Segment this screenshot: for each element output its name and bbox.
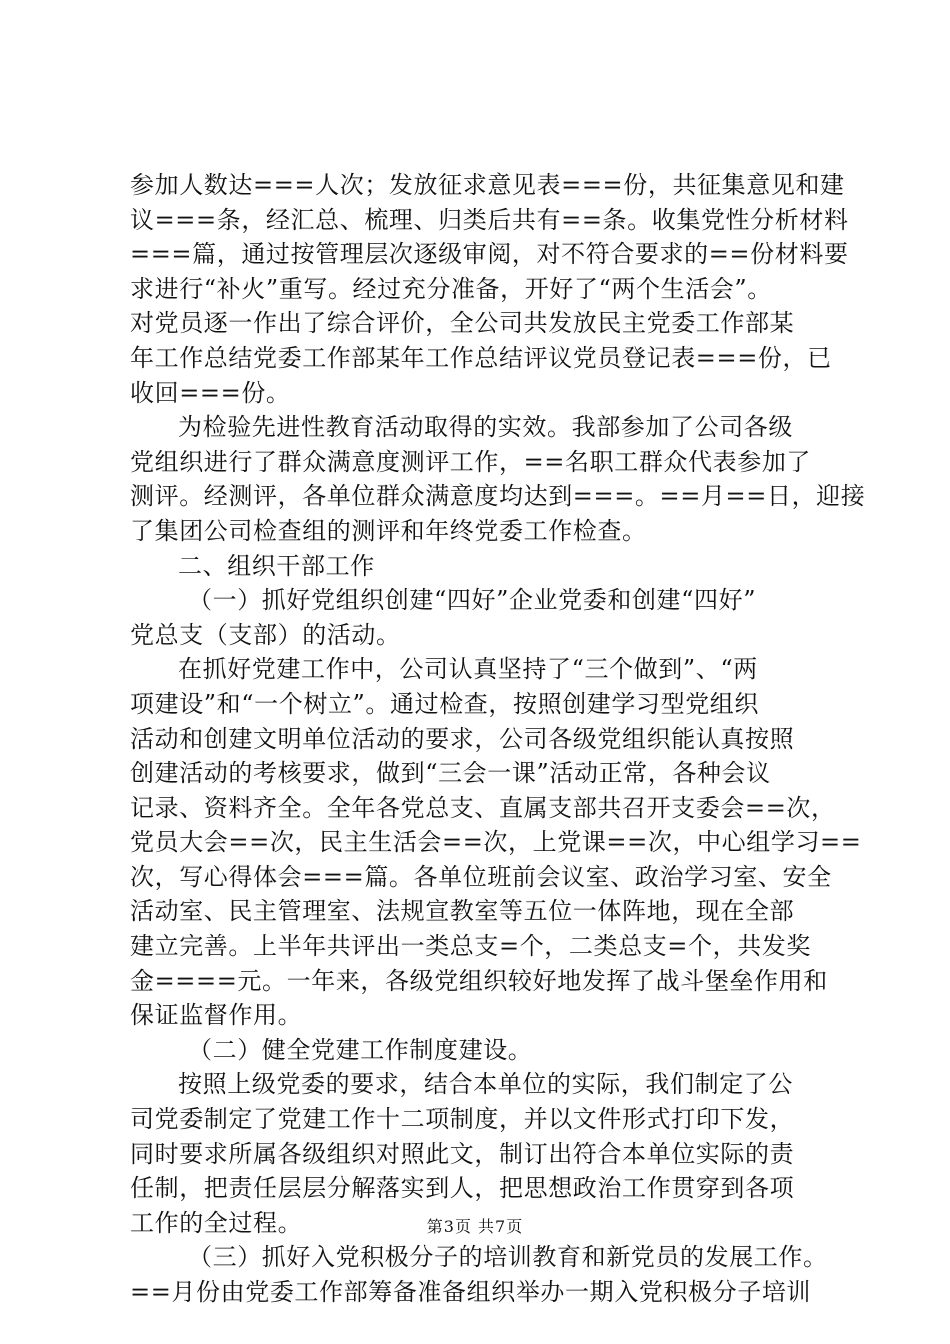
text-line: 项建设”和“一个树立”。通过检查，按照创建学习型党组织 — [130, 689, 760, 718]
text-line: 参加人数达===人次；发放征求意见表===份，共征集意见和建 — [130, 171, 845, 199]
text-line: 记录、资料齐全。全年各党总支、直属支部共召开支委会==次， — [130, 793, 836, 822]
text-line: 党总支（支部）的活动。 — [130, 620, 401, 649]
text-line: 测评。经测评，各单位群众满意度均达到===。==月==日，迎接 — [130, 482, 866, 511]
subsection-heading: （一）抓好党组织创建“四好”企业党委和创建“四好” — [188, 586, 757, 615]
paragraph-start: 按照上级党委的要求，结合本单位的实际，我们制定了公 — [178, 1070, 793, 1099]
text-line: ===篇，通过按管理层次逐级审阅，对不符合要求的==份材料要 — [130, 240, 849, 269]
text-line: 收回===份。 — [130, 378, 291, 407]
paragraph-start: 在抓好党建工作中，公司认真坚持了“三个做到”、“两 — [178, 655, 758, 684]
text-line: 活动室、民主管理室、法规宣教室等五位一体阵地，现在全部 — [130, 897, 795, 926]
text-line: 司党委制定了党建工作十二项制度，并以文件形式打印下发， — [130, 1105, 795, 1134]
text-line: 工作的全过程。 — [130, 1208, 303, 1237]
text-line: 对党员逐一作出了综合评价，全公司共发放民主党委工作部某 — [130, 309, 795, 338]
text-line: 次，写心得体会===篇。各单位班前会议室、政治学习室、安全 — [130, 862, 832, 891]
text-line: 任制，把责任层层分解落实到人，把思想政治工作贯穿到各项 — [130, 1174, 795, 1203]
text-line: 同时要求所属各级组织对照此文，制订出符合本单位实际的责 — [130, 1139, 795, 1168]
paragraph-start: 为检验先进性教育活动取得的实效。我部参加了公司各级 — [178, 413, 793, 442]
text-line: 党员大会==次，民主生活会==次，上党课==次，中心组学习== — [130, 828, 862, 857]
section-heading: 二、组织干部工作 — [178, 551, 375, 580]
subsection-heading: （三）抓好入党积极分子的培训教育和新党员的发展工作。 — [188, 1243, 828, 1272]
page-footer: 第3页 共7页 — [426, 1217, 524, 1236]
text-line: 年工作总结党委工作部某年工作总结评议党员登记表===份，已 — [130, 343, 832, 372]
text-line: 创建活动的考核要求，做到“三会一课”活动正常，各种会议 — [130, 759, 771, 788]
text-line: 保证监督作用。 — [130, 1001, 303, 1030]
text-line: 建立完善。上半年共评出一类总支=个，二类总支=个，共发奖 — [130, 932, 812, 961]
subsection-heading: （二）健全党建工作制度建设。 — [188, 1035, 533, 1064]
text-line: 求进行“补火”重写。经过充分准备，开好了“两个生活会”。 — [130, 274, 772, 303]
text-line: 了集团公司检查组的测评和年终党委工作检查。 — [130, 516, 647, 545]
text-line: ==月份由党委工作部筹备准备组织举办一期入党积极分子培训 — [130, 1278, 812, 1306]
text-line: 金====元。一年来，各级党组织较好地发挥了战斗堡垒作用和 — [130, 966, 828, 995]
text-line: 党组织进行了群众满意度测评工作，==名职工群众代表参加了 — [130, 447, 812, 476]
text-line: 活动和创建文明单位活动的要求，公司各级党组织能认真按照 — [130, 724, 795, 753]
text-line: 议===条，经汇总、梳理、归类后共有==条。收集党性分析材料 — [130, 205, 849, 234]
body-text — [130, 168, 866, 1310]
